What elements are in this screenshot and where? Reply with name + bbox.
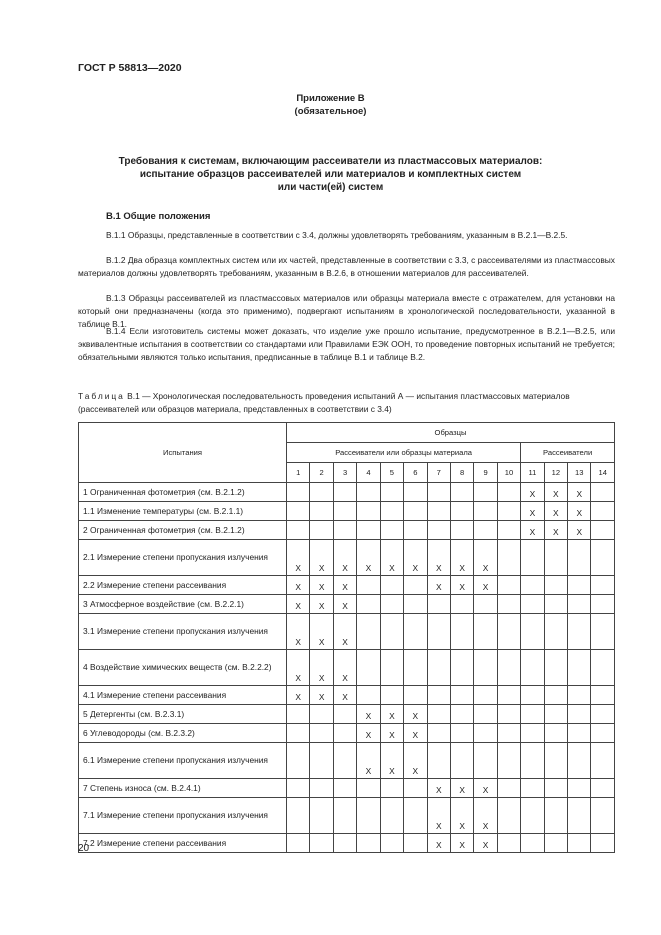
mark-cell: X [310, 595, 333, 614]
table-row [79, 650, 615, 686]
empty-cell [427, 743, 450, 779]
sample-number-header: 11 [521, 463, 544, 483]
empty-cell [357, 576, 380, 595]
empty-cell [427, 705, 450, 724]
empty-cell [497, 798, 520, 834]
document-title [78, 155, 583, 194]
table-row [79, 576, 615, 595]
mark-cell: X [544, 483, 567, 502]
empty-cell [568, 798, 591, 834]
empty-cell [568, 834, 591, 853]
sample-number-header: 8 [450, 463, 473, 483]
empty-cell [450, 521, 473, 540]
empty-cell [474, 743, 497, 779]
empty-cell [310, 521, 333, 540]
empty-cell [544, 650, 567, 686]
mark-cell: X [287, 576, 310, 595]
empty-cell [404, 650, 427, 686]
empty-cell [333, 502, 356, 521]
empty-cell [380, 521, 403, 540]
mark-cell: X [333, 576, 356, 595]
empty-cell [544, 798, 567, 834]
mark-cell: X [427, 576, 450, 595]
mark-cell: X [427, 779, 450, 798]
paragraph-text: В.1.1 Образцы, представленные в соответствии с 3.4, должны удовлетворять требованиям, указанным в В.2.1—В.2.5. [106, 230, 568, 240]
test-name-cell: 3 Атмосферное воздействие (см. В.2.2.1) [79, 595, 287, 614]
empty-cell [450, 650, 473, 686]
mark-cell: X [427, 540, 450, 576]
annex-status [78, 105, 583, 118]
empty-cell [287, 705, 310, 724]
empty-cell [474, 483, 497, 502]
empty-cell [404, 521, 427, 540]
empty-cell [287, 521, 310, 540]
sample-number-header: 13 [568, 463, 591, 483]
empty-cell [310, 834, 333, 853]
sample-number-header: 2 [310, 463, 333, 483]
mark-cell: X [380, 705, 403, 724]
empty-cell [310, 798, 333, 834]
annex-title [78, 92, 583, 105]
test-name-cell: 7 Степень износа (см. В.2.4.1) [79, 779, 287, 798]
empty-cell [404, 502, 427, 521]
test-name-cell: 2 Ограниченная фотометрия (см. В.2.1.2) [79, 521, 287, 540]
mark-cell: X [521, 521, 544, 540]
sample-number-header: 9 [474, 463, 497, 483]
test-name-cell: 7.1 Измерение степени пропускания излучения [79, 798, 287, 834]
table-row [79, 724, 615, 743]
empty-cell [497, 834, 520, 853]
empty-cell [591, 779, 615, 798]
empty-cell [521, 724, 544, 743]
empty-cell [333, 705, 356, 724]
sample-number-header: 6 [404, 463, 427, 483]
empty-cell [521, 540, 544, 576]
test-name-cell: 7.2 Измерение степени рассеивания [79, 834, 287, 853]
empty-cell [591, 650, 615, 686]
table-caption [78, 390, 615, 416]
empty-cell [544, 540, 567, 576]
empty-cell [380, 595, 403, 614]
group-header-lenses: Рассеиватели [521, 443, 615, 463]
empty-cell [357, 650, 380, 686]
empty-cell [474, 521, 497, 540]
test-name-cell: 3.1 Измерение степени пропускания излучения [79, 614, 287, 650]
table-row [79, 686, 615, 705]
tests-column-header: Испытания [79, 423, 287, 483]
paragraph-text: В.1.2 Два образца комплектных систем или их частей, представленные в соответствии с 3.3, с рассеивателями из пластмассовых материалов должны удовлетворять требованиям, указанным в В.2.6, в отношении материалов для рассеивателей. [78, 255, 615, 278]
empty-cell [450, 483, 473, 502]
empty-cell [568, 650, 591, 686]
empty-cell [310, 502, 333, 521]
empty-cell [404, 686, 427, 705]
paragraph-b14 [78, 325, 615, 363]
empty-cell [497, 540, 520, 576]
table-row [79, 743, 615, 779]
empty-cell [333, 743, 356, 779]
empty-cell [310, 743, 333, 779]
empty-cell [427, 595, 450, 614]
empty-cell [591, 595, 615, 614]
empty-cell [521, 798, 544, 834]
empty-cell [591, 576, 615, 595]
empty-cell [591, 540, 615, 576]
samples-column-header: Образцы [287, 423, 615, 443]
empty-cell [404, 614, 427, 650]
empty-cell [591, 614, 615, 650]
test-name-cell: 1 Ограниченная фотометрия (см. В.2.1.2) [79, 483, 287, 502]
empty-cell [310, 779, 333, 798]
empty-cell [544, 724, 567, 743]
empty-cell [357, 834, 380, 853]
empty-cell [474, 724, 497, 743]
empty-cell [357, 779, 380, 798]
mark-cell: X [380, 724, 403, 743]
empty-cell [357, 798, 380, 834]
mark-cell: X [287, 595, 310, 614]
mark-cell: X [521, 483, 544, 502]
empty-cell [287, 779, 310, 798]
paragraph-text: В.1.3 Образцы рассеивателей из пластмассовых материалов или образцы материала вместе с отражателем, для установки на который они предназначены (когда это применимо), подвергают испытаниям в хронологической последовательности, указанной в таблице В.1. [78, 293, 615, 329]
mark-cell: X [450, 576, 473, 595]
mark-cell: X [474, 798, 497, 834]
empty-cell [591, 724, 615, 743]
test-name-cell: 2.1 Измерение степени пропускания излучения [79, 540, 287, 576]
test-name-cell: 1.1 Изменение температуры (см. В.2.1.1) [79, 502, 287, 521]
empty-cell [380, 686, 403, 705]
empty-cell [333, 834, 356, 853]
sample-number-header: 10 [497, 463, 520, 483]
mark-cell: X [333, 614, 356, 650]
test-name-cell: 6 Углеводороды (см. В.2.3.2) [79, 724, 287, 743]
mark-cell: X [474, 834, 497, 853]
mark-cell: X [474, 540, 497, 576]
sample-number-header: 4 [357, 463, 380, 483]
mark-cell: X [404, 540, 427, 576]
empty-cell [568, 743, 591, 779]
empty-cell [544, 705, 567, 724]
sample-number-header: 3 [333, 463, 356, 483]
mark-cell: X [310, 540, 333, 576]
empty-cell [427, 686, 450, 705]
empty-cell [544, 614, 567, 650]
annex-label: Приложение В [296, 93, 365, 104]
table-row [79, 705, 615, 724]
empty-cell [497, 595, 520, 614]
mark-cell: X [404, 705, 427, 724]
empty-cell [544, 834, 567, 853]
mark-cell: X [568, 483, 591, 502]
mark-cell: X [380, 743, 403, 779]
mark-cell: X [450, 834, 473, 853]
empty-cell [544, 743, 567, 779]
mark-cell: X [357, 743, 380, 779]
test-name-cell: 6.1 Измерение степени пропускания излучения [79, 743, 287, 779]
mark-cell: X [450, 798, 473, 834]
empty-cell [404, 483, 427, 502]
empty-cell [287, 483, 310, 502]
table-row [79, 595, 615, 614]
empty-cell [497, 686, 520, 705]
mark-cell: X [521, 502, 544, 521]
tests-table [78, 422, 615, 853]
empty-cell [404, 834, 427, 853]
table-row [79, 614, 615, 650]
empty-cell [521, 595, 544, 614]
empty-cell [427, 724, 450, 743]
empty-cell [427, 521, 450, 540]
empty-cell [450, 614, 473, 650]
empty-cell [544, 595, 567, 614]
mark-cell: X [333, 595, 356, 614]
empty-cell [591, 834, 615, 853]
empty-cell [427, 614, 450, 650]
empty-cell [568, 779, 591, 798]
mark-cell: X [450, 779, 473, 798]
page-number: 20 [78, 843, 90, 854]
mark-cell: X [333, 686, 356, 705]
mark-cell: X [568, 502, 591, 521]
mark-cell: X [427, 834, 450, 853]
empty-cell [287, 798, 310, 834]
empty-cell [497, 724, 520, 743]
empty-cell [568, 686, 591, 705]
section-heading: В.1 Общие положения [106, 211, 211, 222]
empty-cell [333, 483, 356, 502]
empty-cell [497, 483, 520, 502]
empty-cell [521, 614, 544, 650]
empty-cell [450, 686, 473, 705]
empty-cell [333, 779, 356, 798]
empty-cell [404, 595, 427, 614]
table-caption-text: В.1 — Хронологическая последовательность проведения испытаний А — испытания пластмассовых материалов (рассеивателей или образцов материала, представленных в соответствии с 3.4) [78, 391, 570, 414]
empty-cell [380, 650, 403, 686]
empty-cell [404, 779, 427, 798]
empty-cell [591, 521, 615, 540]
sample-number-header: 12 [544, 463, 567, 483]
empty-cell [450, 743, 473, 779]
empty-cell [333, 798, 356, 834]
table-row [79, 834, 615, 853]
mark-cell: X [310, 576, 333, 595]
mark-cell: X [357, 540, 380, 576]
empty-cell [333, 724, 356, 743]
mark-cell: X [544, 521, 567, 540]
empty-cell [474, 502, 497, 521]
sample-number-header: 5 [380, 463, 403, 483]
empty-cell [521, 834, 544, 853]
empty-cell [310, 483, 333, 502]
table-row [79, 483, 615, 502]
empty-cell [521, 686, 544, 705]
empty-cell [380, 798, 403, 834]
table-caption-prefix: Таблица [78, 391, 125, 401]
empty-cell [521, 743, 544, 779]
mark-cell: X [450, 540, 473, 576]
empty-cell [357, 521, 380, 540]
table-row [79, 502, 615, 521]
empty-cell [287, 834, 310, 853]
empty-cell [357, 483, 380, 502]
empty-cell [404, 798, 427, 834]
table-row [79, 798, 615, 834]
empty-cell [591, 502, 615, 521]
empty-cell [380, 779, 403, 798]
empty-cell [497, 743, 520, 779]
empty-cell [357, 502, 380, 521]
empty-cell [521, 650, 544, 686]
empty-cell [497, 614, 520, 650]
mark-cell: X [310, 650, 333, 686]
sample-number-header: 7 [427, 463, 450, 483]
mark-cell: X [287, 614, 310, 650]
empty-cell [568, 576, 591, 595]
mark-cell: X [427, 798, 450, 834]
mark-cell: X [310, 686, 333, 705]
mark-cell: X [287, 686, 310, 705]
mark-cell: X [474, 779, 497, 798]
test-name-cell: 4 Воздействие химических веществ (см. В.2.2.2) [79, 650, 287, 686]
empty-cell [287, 743, 310, 779]
empty-cell [380, 834, 403, 853]
empty-cell [568, 614, 591, 650]
empty-cell [497, 576, 520, 595]
title-line-1: Требования к системам, включающим рассеиватели из пластмассовых материалов: [118, 156, 543, 167]
title-line-2: испытание образцов рассеивателей или материалов и комплектных систем [139, 169, 522, 180]
empty-cell [474, 686, 497, 705]
empty-cell [591, 798, 615, 834]
empty-cell [450, 595, 473, 614]
empty-cell [568, 595, 591, 614]
table-row [79, 540, 615, 576]
sample-number-header: 14 [591, 463, 615, 483]
empty-cell [474, 705, 497, 724]
empty-cell [591, 686, 615, 705]
sample-number-header: 1 [287, 463, 310, 483]
empty-cell [380, 483, 403, 502]
empty-cell [450, 724, 473, 743]
empty-cell [357, 595, 380, 614]
annex-status-label: (обязательное) [294, 106, 367, 117]
empty-cell [521, 705, 544, 724]
paragraph-text: В.1.4 Если изготовитель системы может доказать, что изделие уже прошло испытание, предусмотренное в В.2.1—В.2.5, или эквивалентные испытания в соответствии со стандартами или Правилами ЕЭК ООН, то проведение повторных испытаний не требуется; обязательными являются только испытания, предписанные в таблице В.1 и таблице В.2. [78, 326, 615, 362]
empty-cell [591, 705, 615, 724]
mark-cell: X [287, 540, 310, 576]
test-name-cell: 5 Детергенты (см. В.2.3.1) [79, 705, 287, 724]
test-name-cell: 2.2 Измерение степени рассеивания [79, 576, 287, 595]
empty-cell [568, 705, 591, 724]
empty-cell [591, 743, 615, 779]
mark-cell: X [404, 743, 427, 779]
paragraph-b11 [78, 229, 615, 242]
table-row [79, 779, 615, 798]
paragraph-b12 [78, 254, 615, 280]
mark-cell: X [474, 576, 497, 595]
empty-cell [380, 576, 403, 595]
empty-cell [544, 576, 567, 595]
empty-cell [544, 686, 567, 705]
empty-cell [404, 576, 427, 595]
mark-cell: X [404, 724, 427, 743]
empty-cell [474, 650, 497, 686]
empty-cell [474, 595, 497, 614]
mark-cell: X [310, 614, 333, 650]
empty-cell [497, 650, 520, 686]
mark-cell: X [333, 650, 356, 686]
empty-cell [497, 705, 520, 724]
empty-cell [357, 686, 380, 705]
empty-cell [544, 779, 567, 798]
empty-cell [333, 521, 356, 540]
empty-cell [357, 614, 380, 650]
mark-cell: X [544, 502, 567, 521]
standard-designation: ГОСТ Р 58813—2020 [78, 62, 182, 74]
empty-cell [427, 502, 450, 521]
empty-cell [310, 724, 333, 743]
mark-cell: X [357, 705, 380, 724]
table-row [79, 521, 615, 540]
empty-cell [521, 576, 544, 595]
empty-cell [287, 502, 310, 521]
empty-cell [380, 614, 403, 650]
title-line-3: или части(ей) систем [277, 182, 384, 193]
mark-cell: X [287, 650, 310, 686]
empty-cell [568, 724, 591, 743]
empty-cell [427, 483, 450, 502]
empty-cell [521, 779, 544, 798]
empty-cell [427, 650, 450, 686]
empty-cell [568, 540, 591, 576]
group-header-lenses-or-samples: Рассеиватели или образцы материала [287, 443, 521, 463]
empty-cell [591, 483, 615, 502]
empty-cell [310, 705, 333, 724]
test-name-cell: 4.1 Измерение степени рассеивания [79, 686, 287, 705]
empty-cell [474, 614, 497, 650]
empty-cell [497, 779, 520, 798]
empty-cell [287, 724, 310, 743]
empty-cell [450, 502, 473, 521]
mark-cell: X [333, 540, 356, 576]
mark-cell: X [380, 540, 403, 576]
empty-cell [450, 705, 473, 724]
empty-cell [497, 521, 520, 540]
mark-cell: X [568, 521, 591, 540]
mark-cell: X [357, 724, 380, 743]
empty-cell [380, 502, 403, 521]
empty-cell [497, 502, 520, 521]
